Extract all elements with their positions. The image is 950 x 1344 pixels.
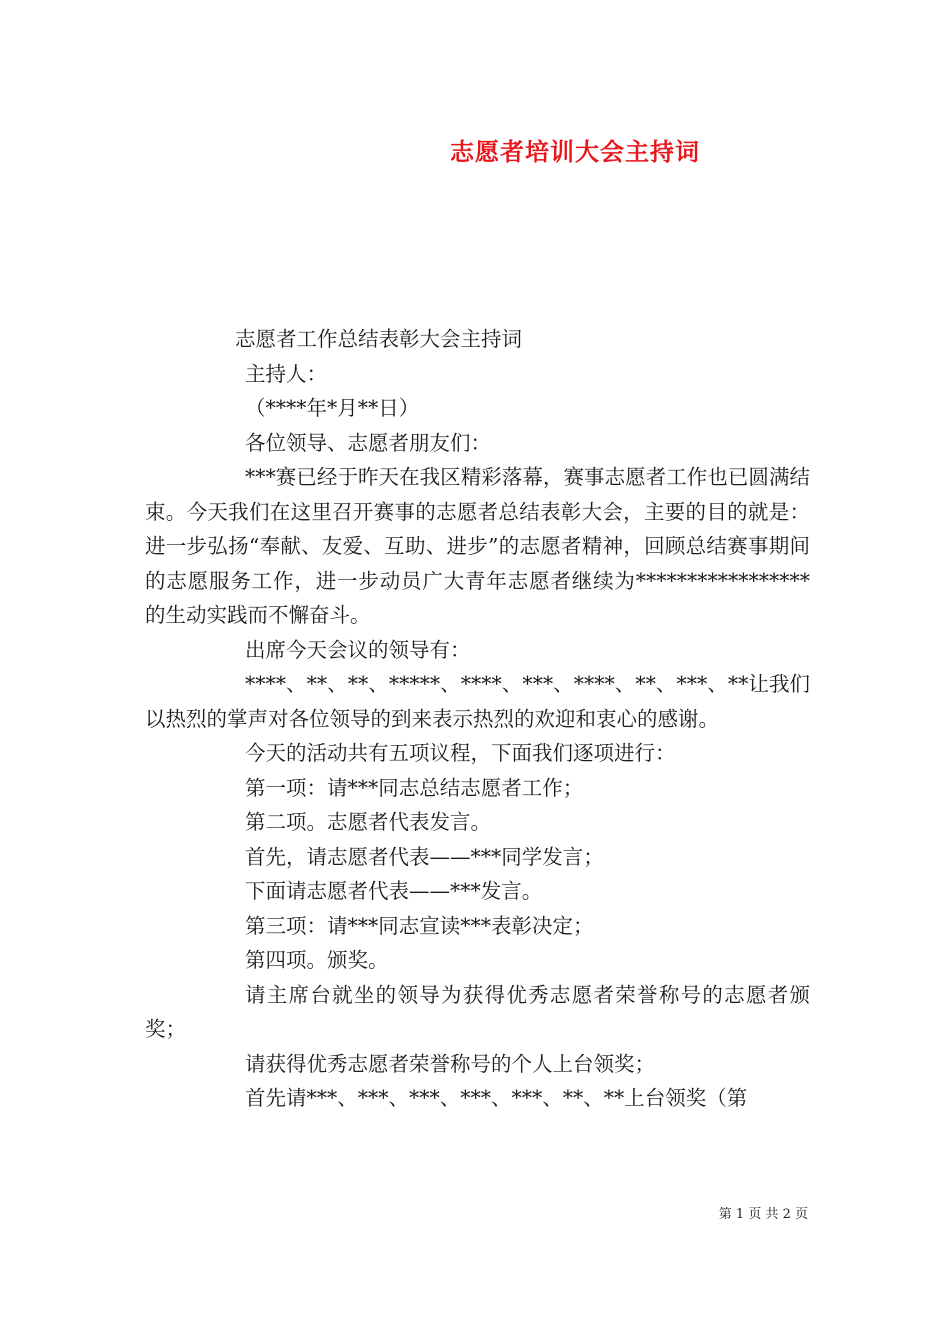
paragraph-item-3: 第三项：请***同志宣读***表彰决定； [245,913,594,938]
paragraph-speaker-1: 首先，请志愿者代表——***同学发言； [245,844,604,869]
document-body [145,322,810,1116]
document-title: 志愿者培训大会主持词 [450,137,700,166]
paragraph-date: （****年*月**日） [245,396,420,420]
paragraph-intro: ***赛已经于昨天在我区精彩落幕，赛事志愿者工作也已圆满结束。今天我们在这里召开赛事的志愿者总结表彰大会，主要的目的就是：进一步弘扬“奉献、友爱、互助、进步”的志愿者精神，回顾总结赛事期间的志愿服务工作，进一步动员广大青年志愿者继续为*****************的生动实践而不懈奋斗。 [145,465,810,627]
paragraph-award-individuals: 请获得优秀志愿者荣誉称号的个人上台领奖； [245,1051,655,1076]
page-number-footer: 第 1 页 共 2 页 [718,1207,808,1222]
paragraph-agenda: 今天的活动共有五项议程，下面我们逐项进行： [245,741,676,765]
paragraph-item-4: 第四项。颁奖。 [245,948,389,972]
paragraph-award-leaders: 请主席台就坐的领导为获得优秀志愿者荣誉称号的志愿者颁奖； [145,982,810,1041]
paragraph-item-2: 第二项。志愿者代表发言。 [245,810,491,834]
document-subtitle: 志愿者工作总结表彰大会主持词 [235,327,522,351]
paragraph-leaders-list: ****、**、**、*****、****、***、****、**、***、**让我们以热烈的掌声对各位领导的到来表示热烈的欢迎和衷心的感谢。 [145,672,810,731]
paragraph-leaders-heading: 出席今天会议的领导有： [245,637,471,662]
paragraph-greeting: 各位领导、志愿者朋友们： [245,430,491,455]
paragraph-item-1: 第一项：请***同志总结志愿者工作； [245,775,584,800]
paragraph-award-first: 首先请***、***、***、***、***、**、**上台领奖（第 [245,1086,748,1110]
paragraph-host: 主持人： [245,361,327,386]
paragraph-speaker-2: 下面请志愿者代表——***发言。 [245,879,543,903]
